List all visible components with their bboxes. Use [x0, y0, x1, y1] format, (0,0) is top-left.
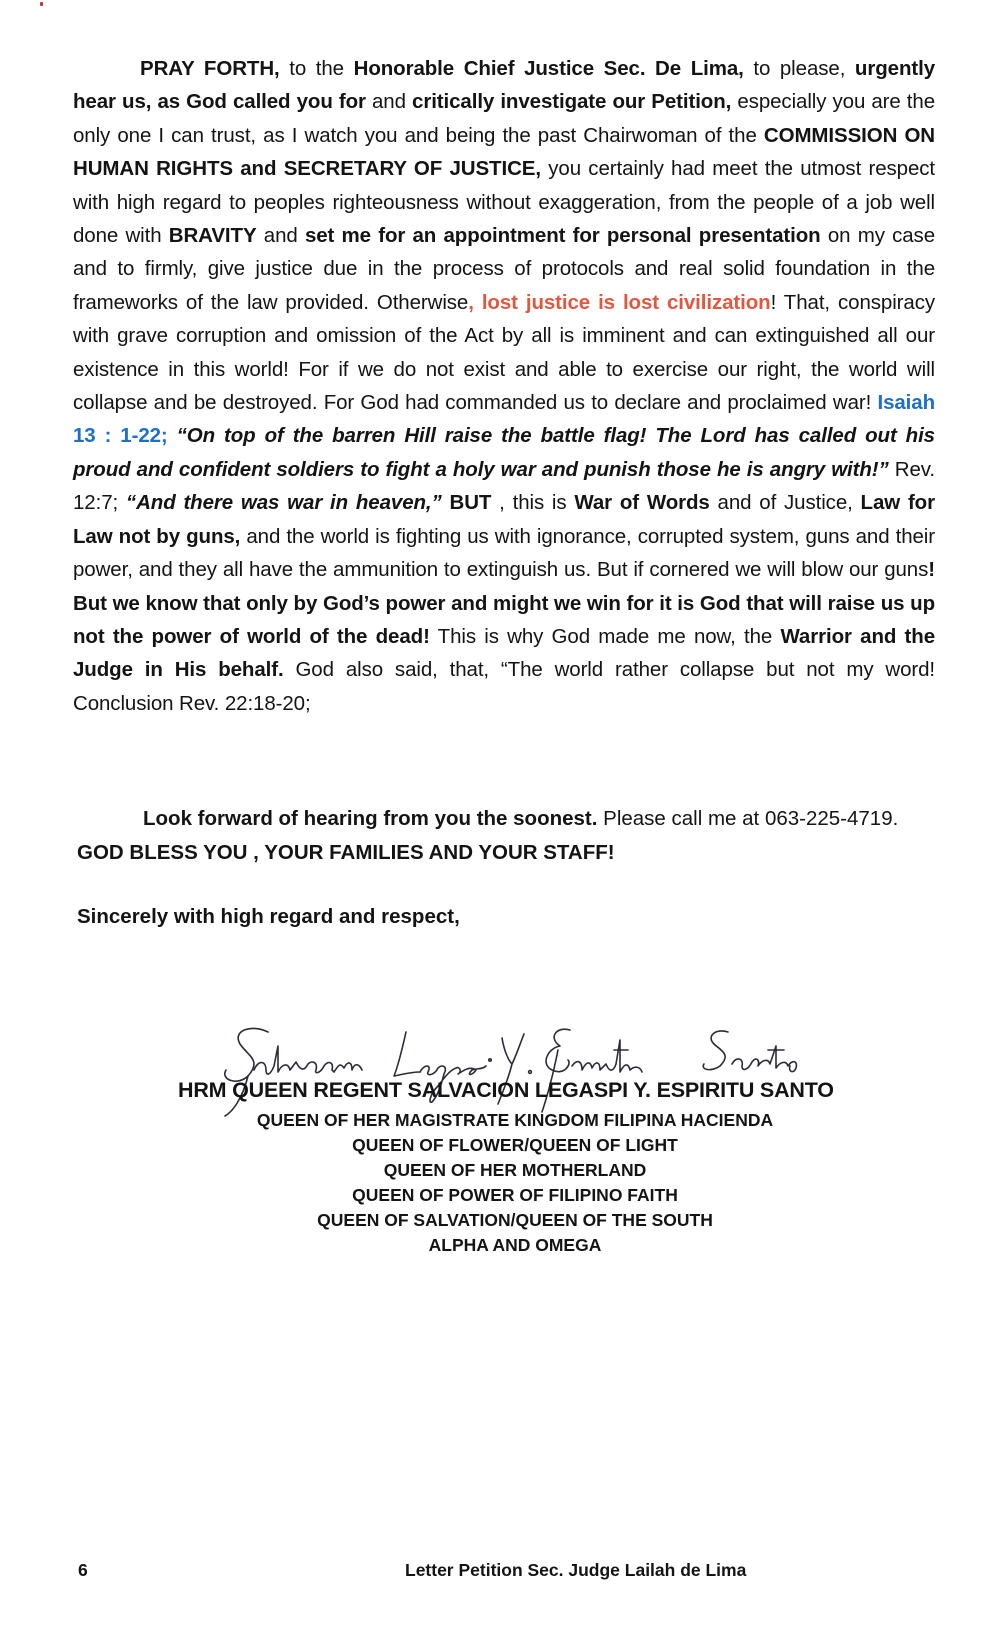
text-run: Honorable Chief Justice Sec. De Lima,: [353, 57, 744, 80]
scripture-reference: Isaiah 13 : 1-22;: [73, 391, 935, 448]
text-run: Law for Law not by guns,: [73, 491, 935, 548]
signer-title: QUEEN OF POWER OF FILIPINO FAITH: [352, 1185, 678, 1205]
signer-title: QUEEN OF HER MOTHERLAND: [383, 1160, 647, 1180]
text-run: set me for an appointment for personal presentation: [304, 224, 821, 248]
text-run: and: [365, 90, 413, 114]
signer-title: QUEEN OF SALVATION/QUEEN OF THE SOUTH: [317, 1210, 713, 1230]
text-run: God also said, that, “The world rather collapse but not my word! Conclusion Rev. 22:18-20;: [73, 658, 935, 715]
scripture-quote: “And there was war in heaven,”: [125, 491, 442, 515]
blessing-line: GOD BLESS YOU , YOUR FAMILIES AND YOUR STAFF!: [77, 841, 615, 864]
text-run: to please,: [743, 57, 855, 80]
text-run: on my case and to firmly, give justice due in the process of protocols and real solid foundation in the frameworks of the law provided. Otherwise: [73, 224, 935, 314]
text-run: Rev. 12:7;: [73, 457, 935, 515]
closing-paragraph: [77, 802, 937, 870]
phone-text: Please call me at 063-225-4719.: [597, 807, 899, 830]
body-paragraph: [73, 52, 935, 720]
text-run: critically investigate our Petition,: [412, 90, 732, 114]
text-run: Warrior and the Judge in His behalf.: [73, 624, 935, 682]
text-run: ! But we know that only by God’s power and might we win for it is God that will raise us up not the power of world of the dead!: [73, 558, 935, 648]
scripture-quote: “On top of the barren Hill raise the battle flag! The Lord has called out his proud and confident soldiers to fight a holy war and punish those he is angry with!”: [73, 424, 935, 481]
text-run: , this is: [491, 491, 575, 515]
highlighted-phrase: , lost justice is lost civilization: [468, 290, 771, 314]
signer-title: ALPHA AND OMEGA: [428, 1235, 602, 1255]
text-run: and: [256, 224, 305, 248]
text-run: BUT: [441, 491, 492, 515]
sign-off: Sincerely with high regard and respect,: [77, 905, 460, 928]
signer-title: QUEEN OF FLOWER/QUEEN OF LIGHT: [352, 1135, 678, 1155]
text-run: COMMISSION ON HUMAN RIGHTS and SECRETARY OF JUSTICE,: [73, 123, 935, 181]
text-run: especially you are the only one I can trust, as I watch you and being the past Chairwoman of the: [73, 90, 936, 147]
text-run: BRAVITY: [168, 224, 257, 248]
text-run: and of Justice,: [709, 491, 861, 515]
text-run: and the world is fighting us with ignorance, corrupted system, guns and their power, and they all have the ammunition to extinguish us. But if cornered we will blow our guns: [73, 524, 935, 582]
text-run: you certainly had meet the utmost respect with high regard to peoples righteousness without exaggeration, from the people of a job well done with: [73, 157, 935, 248]
footer-title: Letter Petition Sec. Judge Lailah de Lima: [405, 1560, 747, 1580]
text-run: PRAY FORTH,: [140, 57, 280, 80]
signer-name: HRM QUEEN REGENT SALVACION LEGASPI Y. ESPIRITU SANTO: [178, 1078, 834, 1102]
page-number: 6: [78, 1560, 88, 1580]
signer-title: QUEEN OF HER MAGISTRATE KINGDOM FILIPINA HACIENDA: [256, 1110, 774, 1130]
text-run: War of Words: [574, 491, 710, 515]
text-run: urgently hear us, as God called you for: [73, 57, 935, 114]
text-run: ! That, conspiracy with grave corruption and omission of the Act by all is imminent and can extinguished all our existence in this world! For if we do not exist and able to exercise our right, the world will collapse and be destroyed. For God had commanded us to declare and proclaimed war!: [73, 290, 935, 415]
signer-titles: [0, 1108, 1000, 1258]
text-run: Look forward of hearing from you the soonest.: [143, 807, 598, 830]
handwritten-signature: [120, 1020, 920, 1120]
closing-line: [77, 802, 937, 836]
text-run: This is why God made me now, the: [429, 624, 781, 648]
text-run: to the: [279, 57, 354, 80]
stray-mark: [40, 2, 43, 6]
